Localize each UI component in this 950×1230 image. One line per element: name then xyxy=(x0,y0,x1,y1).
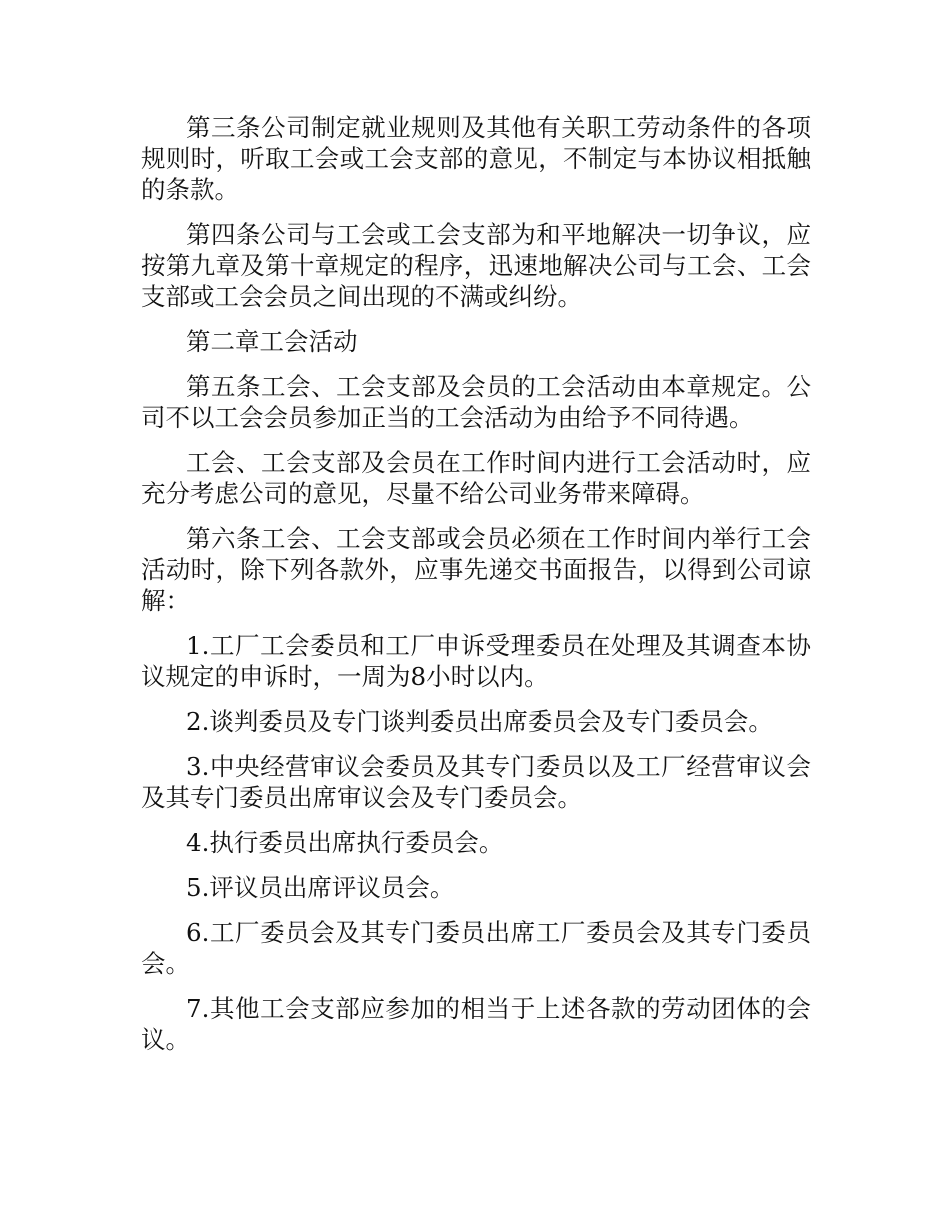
article-5-continuation-paragraph: 工会、工会支部及会员在工作时间内进行工会活动时，应充分考虑公司的意见，尽量不给公司业务带来障碍。 xyxy=(141,448,811,508)
chapter-2-heading: 第二章工会活动 xyxy=(186,327,358,356)
document-body xyxy=(141,112,811,1069)
list-item-6: 6.工厂委员会及其专门委员出席工厂委员会及其专门委员会。 xyxy=(141,918,811,978)
article-5-paragraph: 第五条工会、工会支部及会员的工会活动由本章规定。公司不以工会会员参加正当的工会活动为由给予不同待遇。 xyxy=(141,372,811,432)
list-item-3: 3.中央经营审议会委员及其专门委员以及工厂经营审议会及其专门委员出席审议会及专门委员会。 xyxy=(141,752,811,812)
list-item-7: 7.其他工会支部应参加的相当于上述各款的劳动团体的会议。 xyxy=(141,994,811,1054)
list-item-4: 4.执行委员出席执行委员会。 xyxy=(186,828,504,857)
article-4-paragraph: 第四条公司与工会或工会支部为和平地解决一切争议，应按第九章及第十章规定的程序，迅速地解决公司与工会、工会支部或工会会员之间出现的不满或纠纷。 xyxy=(141,220,811,311)
list-item-2: 2.谈判委员及专门谈判委员出席委员会及专门委员会。 xyxy=(186,707,773,736)
list-item-5: 5.评议员出席评议员会。 xyxy=(186,873,455,902)
list-item-1: 1.工厂工会委员和工厂申诉受理委员在处理及其调查本协议规定的申诉时，一周为8小时以内。 xyxy=(141,631,811,691)
article-6-paragraph: 第六条工会、工会支部或会员必须在工作时间内举行工会活动时，除下列各款外，应事先递交书面报告，以得到公司谅解： xyxy=(141,524,811,615)
article-3-paragraph: 第三条公司制定就业规则及其他有关职工劳动条件的各项规则时，听取工会或工会支部的意见，不制定与本协议相抵触的条款。 xyxy=(141,113,811,204)
